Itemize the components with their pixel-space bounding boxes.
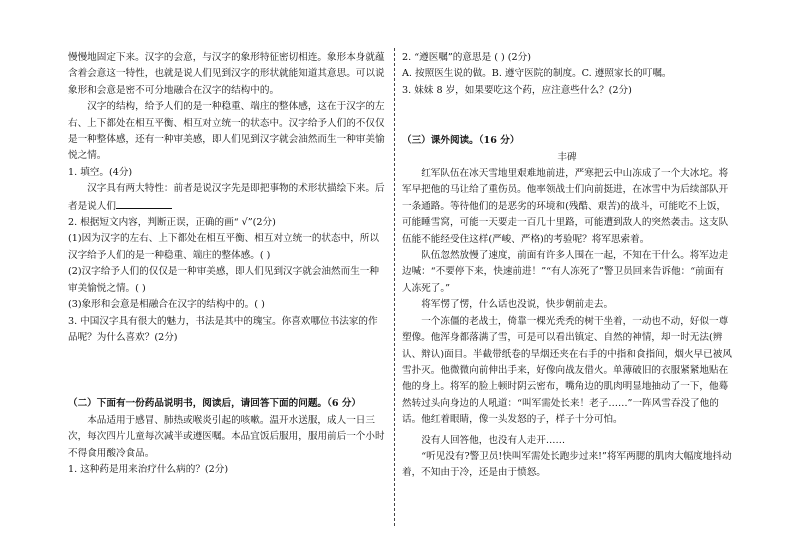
story-paragraph: 没有人回答他，也没有人走开…… (421, 434, 566, 446)
question-title: 2. “遵医嘱”的意思是 ( ) (2分) (402, 52, 531, 63)
question-line (68, 181, 386, 215)
passage-paragraph: 汉字的结构，给予人们的是一种稳重、端庄的整体感，这在于汉字的左右、上下都处在相互平衡、相互对立统一的状态中。汉字给予人们的不仅仅是一种整体感，还有一种审美感，即人们见到汉字就会油然而生一种审美愉悦之情。 (68, 101, 385, 162)
judgement-item: (3)象形和会意是相融合在汉字的结构中的。( ) (68, 299, 265, 311)
judgement-item: (1)因为汉字的左右、上下都处在相互平衡、相互对立统一的状态中，所以汉字给予人们的是一种稳重、端庄的整体感。( ) (68, 233, 379, 261)
left-column (68, 50, 386, 478)
story-paragraph: 将军愣了愣，什么话也没说，快步朝前走去。 (421, 299, 614, 311)
column-divider (394, 48, 395, 526)
story-paragraph: 红军队伍在冰天雪地里艰难地前进，严寒把云中山冻成了一个大冰坨。将军早把他的马让给了重伤员。他率领战士们向前挺进，在冰雪中为后续部队开一条通路。等待他们的是恶劣的环境和(残酷、艰苦)的战斗，可能吃不上饭，可能睡雪窝，可能一天要走一百几十里路，可能遭到敌人的突然袭击。这支队伍能不能经受住这样(严峻、严格)的考验呢？将军思索着。 (402, 168, 729, 245)
question-title: 2. 根据短文内容，判断正误，正确的画“ √”(2分) (68, 217, 276, 229)
answer-space[interactable] (68, 346, 386, 390)
question-options: A. 按照医生说的做。B. 遵守医院的制度。C. 遵照家长的叮嘱。 (402, 68, 672, 80)
right-column (402, 50, 732, 482)
question-title: 3. 妹妹 8 岁，如果要吃这个药，应注意些什么？(2分) (402, 84, 632, 96)
section-text: 本品适用于感冒、肺热或喉炎引起的咳嗽。温开水送服，成人一日三次，每次四片儿童每次减半或遵医嘱。本品宜饭后服用，服用前后一个小时不得食用酸冷食品。 (68, 414, 385, 459)
section-title: （二）下面有一份药品说明书，阅读后，请回答下面的问题。（6 分） (68, 398, 362, 410)
story-title: 丰碑 (557, 151, 577, 163)
question-title: 1. 这种药是用来治疗什么病的？(2分) (68, 463, 229, 475)
story-paragraph: 队伍忽然放慢了速度，前面有许多人围在一起，不知在干什么。将军边走边喊：“不要停下来，快速前进！”“有人冻死了”警卫员回来告诉他：“前面有人冻死了。” (402, 250, 729, 294)
passage-paragraph: 慢慢地固定下来。汉字的会意，与汉字的象形特征密切相连。象形本身就蕴含着会意这一特性，也就是说人们见到汉字的形状就能知道其意思。可以说象形和会意是密不可分地融合在汉字的结构中的。 (68, 52, 385, 96)
question-text: 汉字具有两大特性：前者是说汉字先是即把事物的术形状描绘下来。后者是说人们 (68, 183, 385, 212)
story-paragraph: “听见没有?警卫员!快叫军需处长跑步过来!”将军两腮的肌肉大幅度地抖动着，不知由于冷，还是由于愤怒。 (402, 450, 732, 479)
question-title: 1. 填空。(4分) (68, 166, 133, 178)
story-paragraph: 一个冻僵的老战士，倚靠一棵光秃秃的树干坐着，一动也不动，好似一尊塑像。他浑身都落满了雪，可是可以看出镇定、自然的神情，却一时无法(辨认、辩认)面目。半截带纸卷的旱烟还夹在右手的中指和食指间，烟火早已被风雪扑灭。他微微向前伸出手来，好像向战友借火。单薄破旧的衣服紧紧地贴在他的身上。将军的脸上顿时阴云密布，嘴角边的肌肉明显地抽动了一下，他蓦然转过头向身边的人吼道：“叫军需处长来！老子……”一阵风雪吞没了他的话。他红着眼睛，像一头发怒的子，样子十分可怕。 (402, 315, 732, 426)
answer-blank[interactable] (116, 198, 172, 209)
question-title: 3. 中国汉字具有很大的魅力，书法是其中的瑰宝。你喜欢哪位书法家的作品呢？为什么喜欢？(2分) (68, 315, 378, 343)
answer-space[interactable] (402, 99, 732, 133)
judgement-item: (2)汉字给予人们的仅仅是一种审美感，即人们见到汉字就会油然而生一种审美愉悦之情。( ) (68, 266, 379, 294)
section-title: （三）课外阅读。（16 分） (402, 135, 520, 147)
